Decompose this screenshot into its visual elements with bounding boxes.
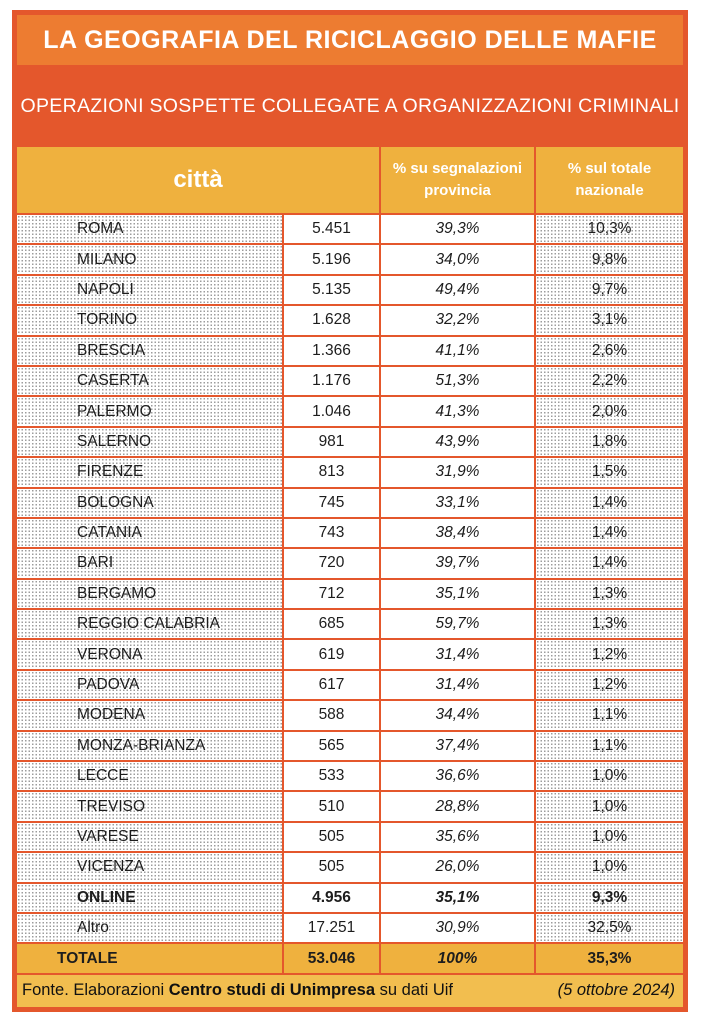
naz-percent-cell: 1,4% xyxy=(536,519,683,547)
data-table xyxy=(17,147,683,973)
prov-percent-cell: 51,3% xyxy=(381,367,534,395)
count-cell: 1.628 xyxy=(284,306,379,334)
column-header-prov-line1: % su segnalazioni xyxy=(392,160,523,178)
column-header-naz-line2: nazionale xyxy=(575,182,644,199)
naz-percent-cell: 1,3% xyxy=(536,610,683,638)
naz-percent-cell: 1,2% xyxy=(536,671,683,699)
naz-percent-cell: 1,0% xyxy=(536,853,683,881)
prov-percent-cell: 49,4% xyxy=(381,276,534,304)
count-cell: 4.956 xyxy=(284,884,379,912)
prov-percent-cell: 39,3% xyxy=(381,215,534,243)
prov-percent-cell: 34,0% xyxy=(381,245,534,273)
prov-percent-cell: 59,7% xyxy=(381,610,534,638)
prov-percent-cell: 33,1% xyxy=(381,489,534,517)
source-text xyxy=(22,981,453,1000)
naz-percent-cell: 9,3% xyxy=(536,884,683,912)
count-cell: 743 xyxy=(284,519,379,547)
source-note xyxy=(17,973,683,1007)
city-cell: NAPOLI xyxy=(17,276,282,304)
prov-percent-cell: 37,4% xyxy=(381,732,534,760)
count-cell: 617 xyxy=(284,671,379,699)
city-cell: VARESE xyxy=(17,823,282,851)
count-cell: 685 xyxy=(284,610,379,638)
naz-percent-cell: 2,2% xyxy=(536,367,683,395)
city-cell: Altro xyxy=(17,914,282,942)
prov-percent-cell: 41,3% xyxy=(381,397,534,425)
city-cell: PADOVA xyxy=(17,671,282,699)
city-cell: REGGIO CALABRIA xyxy=(17,610,282,638)
naz-percent-cell: 2,0% xyxy=(536,397,683,425)
prov-percent-cell: 31,9% xyxy=(381,458,534,486)
city-cell: ROMA xyxy=(17,215,282,243)
count-cell: 505 xyxy=(284,823,379,851)
totale-label-cell: TOTALE xyxy=(17,944,282,972)
prov-percent-cell: 31,4% xyxy=(381,640,534,668)
naz-percent-cell: 3,1% xyxy=(536,306,683,334)
city-cell: TREVISO xyxy=(17,792,282,820)
naz-percent-cell: 1,1% xyxy=(536,701,683,729)
city-cell: PALERMO xyxy=(17,397,282,425)
city-cell: MODENA xyxy=(17,701,282,729)
city-cell: FIRENZE xyxy=(17,458,282,486)
date-label: (5 ottobre 2024) xyxy=(557,981,675,1000)
city-cell: LECCE xyxy=(17,762,282,790)
city-cell: BERGAMO xyxy=(17,580,282,608)
city-cell: CATANIA xyxy=(17,519,282,547)
naz-percent-cell: 1,1% xyxy=(536,732,683,760)
column-header-naz xyxy=(536,147,683,213)
prov-percent-cell: 31,4% xyxy=(381,671,534,699)
count-cell: 981 xyxy=(284,428,379,456)
count-cell: 533 xyxy=(284,762,379,790)
naz-percent-cell: 9,7% xyxy=(536,276,683,304)
count-cell: 5.135 xyxy=(284,276,379,304)
city-cell: BRESCIA xyxy=(17,337,282,365)
count-cell: 712 xyxy=(284,580,379,608)
city-cell: VICENZA xyxy=(17,853,282,881)
city-cell: ONLINE xyxy=(17,884,282,912)
naz-percent-cell: 1,5% xyxy=(536,458,683,486)
count-cell: 565 xyxy=(284,732,379,760)
prov-percent-cell: 26,0% xyxy=(381,853,534,881)
prov-percent-cell: 41,1% xyxy=(381,337,534,365)
prov-percent-cell: 30,9% xyxy=(381,914,534,942)
prov-percent-cell: 34,4% xyxy=(381,701,534,729)
city-cell: MILANO xyxy=(17,245,282,273)
naz-percent-cell: 1,0% xyxy=(536,823,683,851)
naz-percent-cell: 9,8% xyxy=(536,245,683,273)
city-cell: CASERTA xyxy=(17,367,282,395)
count-cell: 1.176 xyxy=(284,367,379,395)
column-header-naz-line1: % sul totale xyxy=(567,160,652,178)
infographic-frame xyxy=(12,10,688,1012)
count-cell: 813 xyxy=(284,458,379,486)
count-cell: 510 xyxy=(284,792,379,820)
count-cell: 745 xyxy=(284,489,379,517)
subtitle-banner xyxy=(17,65,683,147)
city-cell: TORINO xyxy=(17,306,282,334)
city-cell: MONZA-BRIANZA xyxy=(17,732,282,760)
prov-percent-cell: 35,1% xyxy=(381,580,534,608)
count-cell: 5.451 xyxy=(284,215,379,243)
source-suffix: su dati Uif xyxy=(375,981,453,1000)
source-org: Centro studi di Unimpresa xyxy=(168,981,376,1000)
count-cell: 1.366 xyxy=(284,337,379,365)
naz-percent-cell: 1,2% xyxy=(536,640,683,668)
prov-percent-cell: 35,6% xyxy=(381,823,534,851)
title-banner xyxy=(17,15,683,65)
count-cell: 5.196 xyxy=(284,245,379,273)
naz-percent-cell: 1,0% xyxy=(536,792,683,820)
city-cell: BOLOGNA xyxy=(17,489,282,517)
count-cell: 619 xyxy=(284,640,379,668)
naz-percent-cell: 1,4% xyxy=(536,489,683,517)
column-header-prov xyxy=(381,147,534,213)
city-cell: BARI xyxy=(17,549,282,577)
column-header-prov-line2: provincia xyxy=(424,182,491,199)
source-prefix: Fonte. Elaborazioni xyxy=(22,981,169,1000)
naz-percent-cell: 1,3% xyxy=(536,580,683,608)
prov-percent-cell: 38,4% xyxy=(381,519,534,547)
totale-count-cell: 53.046 xyxy=(284,944,379,972)
count-cell: 720 xyxy=(284,549,379,577)
prov-percent-cell: 35,1% xyxy=(381,884,534,912)
prov-percent-cell: 43,9% xyxy=(381,428,534,456)
count-cell: 588 xyxy=(284,701,379,729)
count-cell: 1.046 xyxy=(284,397,379,425)
page-title: LA GEOGRAFIA DEL RICICLAGGIO DELLE MAFIE xyxy=(43,25,657,54)
count-cell: 17.251 xyxy=(284,914,379,942)
naz-percent-cell: 10,3% xyxy=(536,215,683,243)
naz-percent-cell: 32,5% xyxy=(536,914,683,942)
naz-percent-cell: 1,8% xyxy=(536,428,683,456)
naz-percent-cell: 2,6% xyxy=(536,337,683,365)
prov-percent-cell: 39,7% xyxy=(381,549,534,577)
city-cell: VERONA xyxy=(17,640,282,668)
prov-percent-cell: 28,8% xyxy=(381,792,534,820)
page-subtitle: OPERAZIONI SOSPETTE COLLEGATE A ORGANIZZAZIONI CRIMINALI xyxy=(20,94,680,117)
column-header-citta: città xyxy=(17,147,379,213)
city-cell: SALERNO xyxy=(17,428,282,456)
prov-percent-cell: 36,6% xyxy=(381,762,534,790)
naz-percent-cell: 1,4% xyxy=(536,549,683,577)
totale-naz-cell: 35,3% xyxy=(536,944,683,972)
prov-percent-cell: 32,2% xyxy=(381,306,534,334)
totale-prov-cell: 100% xyxy=(381,944,534,972)
count-cell: 505 xyxy=(284,853,379,881)
naz-percent-cell: 1,0% xyxy=(536,762,683,790)
